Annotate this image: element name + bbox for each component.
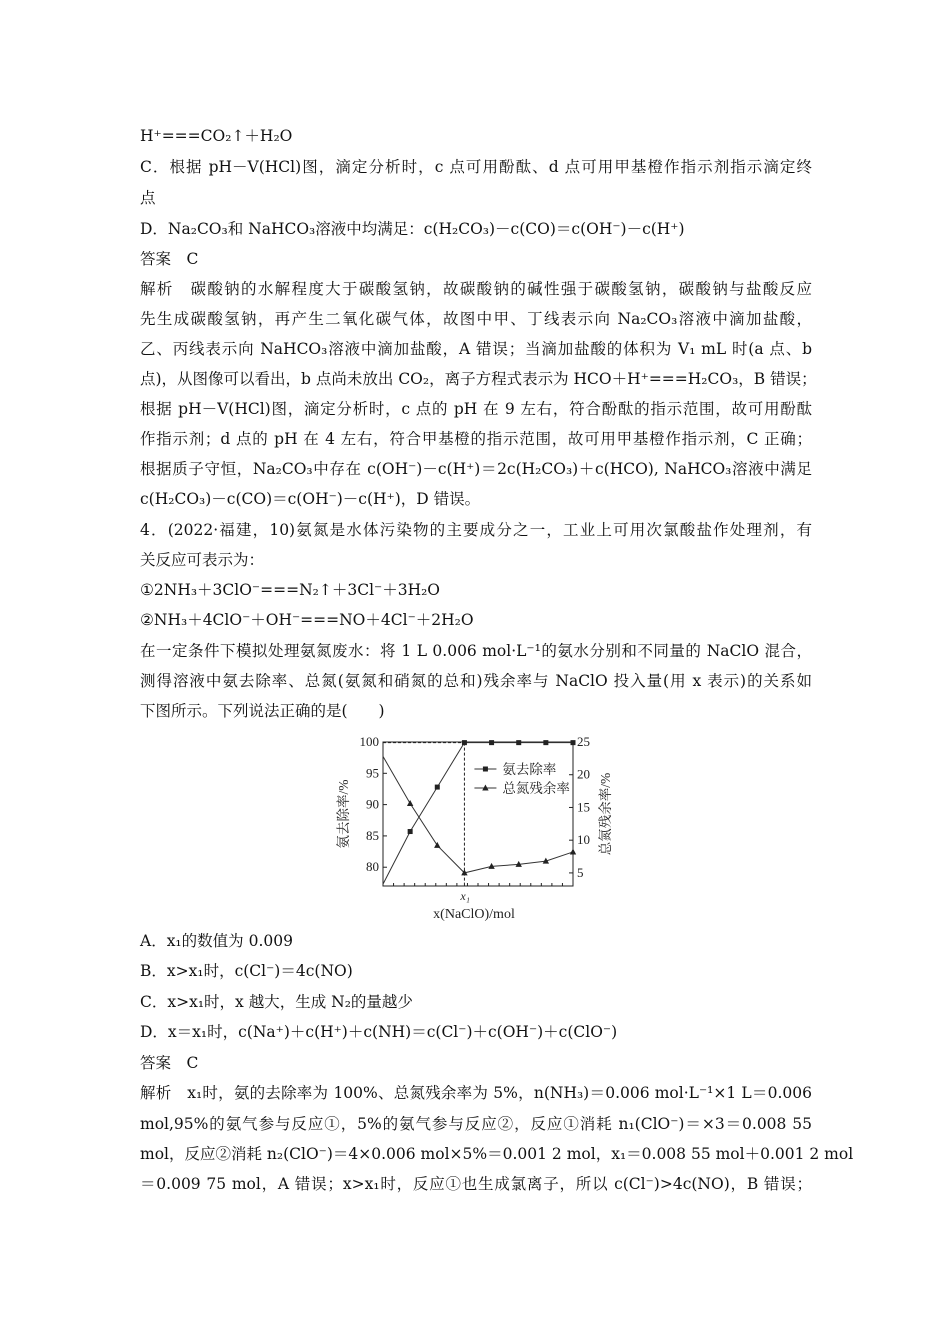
text-line: 点)，从图像可以看出，b 点尚未放出 CO₂，离子方程式表示为 HCO＋H⁺===H₂CO₃，B 错误； (140, 370, 817, 388)
data-point-triangle (570, 848, 576, 854)
y-right-axis-label: 总氮残余率/% (598, 772, 613, 856)
text-line: C．根据 pH－V(HCl)图，滴定分析时，c 点可用酚酞、d 点可用甲基橙作指示剂指示滴定终 (140, 158, 812, 176)
text-line: 答案 C (140, 250, 199, 268)
text-line: ＝0.009 75 mol，A 错误；x>x₁时，反应①也生成氯离子，所以 c(Cl⁻)>4c(NO)，B 错误； (140, 1175, 812, 1193)
text-line: 4．(2022·福建，10)氨氮是水体污染物的主要成分之一，工业上可用次氯酸盐作处理剂，有 (140, 521, 812, 539)
x-axis-label: x(NaClO)/mol (433, 907, 515, 922)
y-left-tick-label: 85 (366, 827, 379, 843)
chart-svg (330, 722, 620, 922)
y-left-tick-label: 90 (366, 796, 379, 812)
text-line: H⁺===CO₂↑＋H₂O (140, 127, 293, 145)
y-right-tick-label: 10 (577, 832, 590, 848)
y-right-tick-label: 15 (577, 799, 590, 815)
text-line: 关反应可表示为： (140, 551, 265, 569)
text-line: c(H₂CO₃)－c(CO)＝c(OH⁻)－c(H⁺)，D 错误。 (140, 490, 481, 508)
text-line: 根据质子守恒，Na₂CO₃中存在 c(OH⁻)－c(H⁺)＝2c(H₂CO₃)＋c(HCO), NaHCO₃溶液中满足 (140, 460, 812, 478)
data-point-square (435, 785, 440, 790)
text-line: B．x>x₁时，c(Cl⁻)＝4c(NO) (140, 962, 353, 980)
y-right-tick-label: 20 (577, 766, 590, 782)
text-line: 下图所示。下列说法正确的是( ) (140, 702, 385, 720)
text-line: ②NH₃＋4ClO⁻＋OH⁻===NO＋4Cl⁻＋2H₂O (140, 611, 474, 629)
y-left-tick-label: 95 (366, 765, 379, 781)
text-line: 乙、丙线表示向 NaHCO₃溶液中滴加盐酸，A 错误；当滴加盐酸的体积为 V₁ mL 时(a 点、b (140, 340, 812, 358)
text-line: D．x＝x₁时，c(Na⁺)＋c(H⁺)＋c(NH)＝c(Cl⁻)＋c(OH⁻)＋c(ClO⁻) (140, 1023, 618, 1041)
text-line: 作指示剂；d 点的 pH 在 4 左右，符合甲基橙的指示范围，故可用甲基橙作指示剂，C 正确； (140, 430, 812, 448)
text-line: mol，反应②消耗 n₂(ClO⁻)＝4×0.006 mol×5%＝0.001 2 mol，x₁＝0.008 55 mol＋0.001 2 mol (140, 1145, 854, 1163)
legend-label-1: 氨去除率 (502, 762, 557, 777)
data-point-triangle (407, 800, 413, 806)
y-left-axis-label: 氨去除率/% (336, 779, 351, 849)
text-line: ①2NH₃＋3ClO⁻===N₂↑＋3Cl⁻＋3H₂O (140, 581, 441, 599)
data-point-square (408, 829, 413, 834)
text-line: mol,95%的氨气参与反应①，5%的氨气参与反应②，反应①消耗 n₁(ClO⁻)＝×3＝0.008 55 (140, 1115, 812, 1133)
y-left-tick-label: 100 (359, 734, 379, 749)
y-right-tick-label: 25 (577, 734, 590, 749)
x1-marker-label: x₁ (460, 889, 470, 903)
text-line: 测得溶液中氨去除率、总氮(氨氮和硝氮的总和)残余率与 NaClO 投入量(用 x 表示)的关系如 (140, 672, 812, 690)
text-line: 根据 pH－V(HCl)图，滴定分析时，c 点的 pH 在 9 左右，符合酚酞的指示范围，故可用酚酞 (140, 400, 812, 418)
text-line: 先生成碳酸氢钠，再产生二氧化碳气体，故图中甲、丁线表示向 Na₂CO₃溶液中滴加盐酸， (140, 310, 812, 328)
text-line: 解析 x₁时，氨的去除率为 100%、总氮残余率为 5%，n(NH₃)＝0.006 mol·L⁻¹×1 L＝0.006 (140, 1084, 812, 1102)
text-line: 在一定条件下模拟处理氨氮废水：将 1 L 0.006 mol·L⁻¹的氨水分别和不同量的 NaClO 混合， (140, 642, 812, 660)
y-right-tick-label: 5 (577, 864, 584, 880)
text-line: A．x₁的数值为 0.009 (140, 932, 293, 950)
text-line: C．x>x₁时，x 越大，生成 N₂的量越少 (140, 993, 413, 1011)
chart (330, 722, 620, 922)
text-line: 答案 C (140, 1054, 199, 1072)
data-point-square (543, 740, 548, 745)
text-line: 解析 碳酸钠的水解程度大于碳酸氢钠，故碳酸钠的碱性强于碳酸氢钠，碳酸钠与盐酸反应 (140, 280, 812, 298)
data-point-square (489, 740, 494, 745)
text-line: 点 (140, 189, 156, 207)
data-point-square (462, 740, 467, 745)
data-point-square (571, 740, 576, 745)
text-line: D．Na₂CO₃和 NaHCO₃溶液中均满足：c(H₂CO₃)－c(CO)＝c(OH⁻)－c(H⁺) (140, 220, 685, 238)
y-left-tick-label: 80 (366, 859, 379, 875)
legend-label-2: 总氮残余率 (502, 781, 570, 796)
data-point-square (516, 740, 521, 745)
legend-marker-square (483, 767, 488, 772)
